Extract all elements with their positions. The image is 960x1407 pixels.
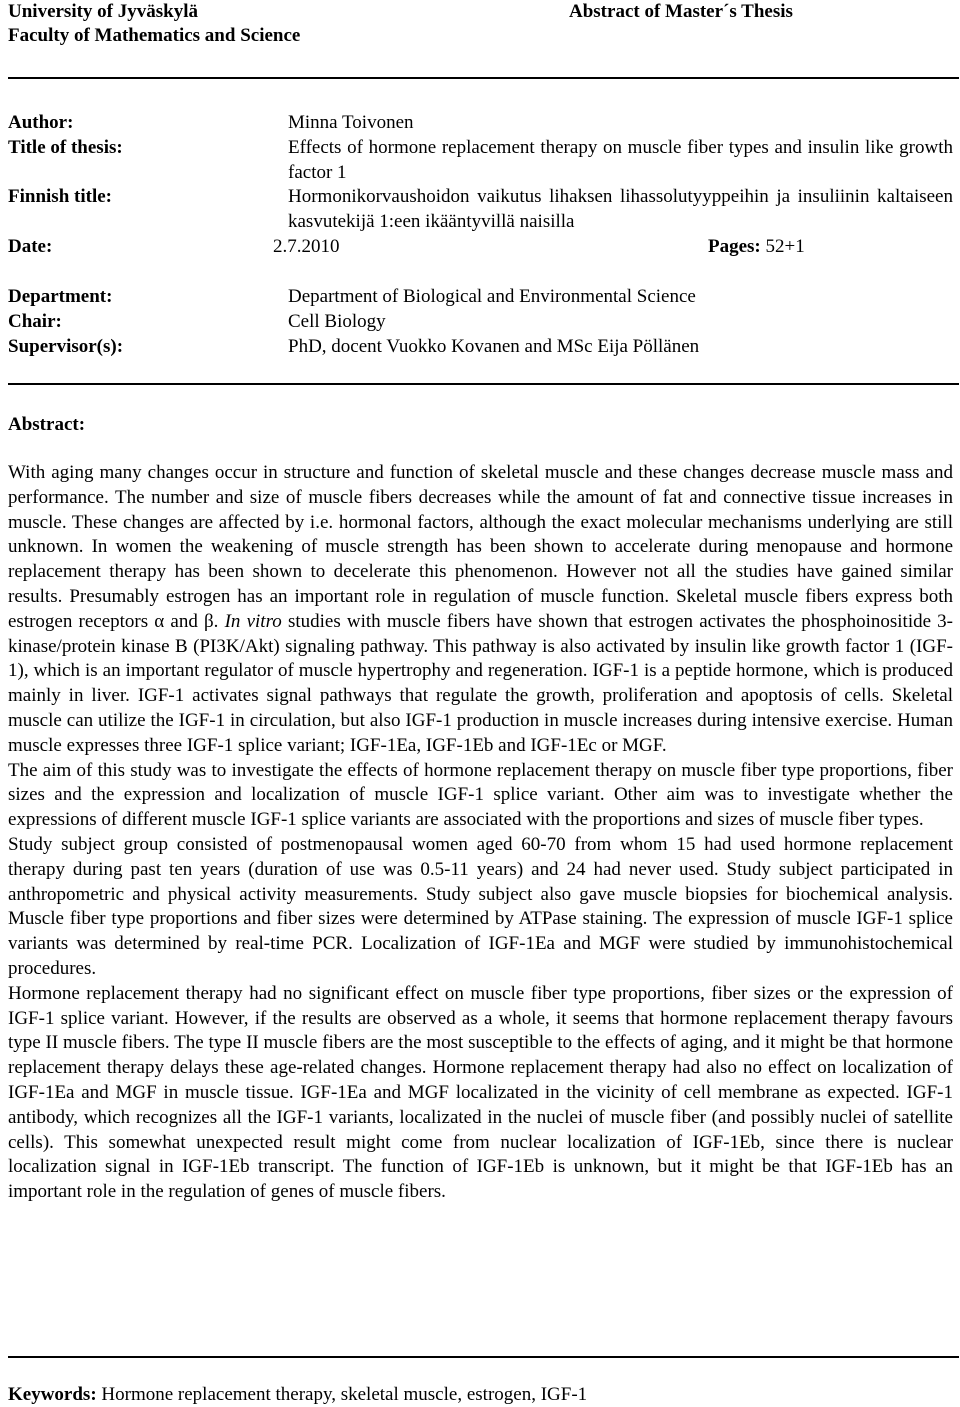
pages-field [708,234,805,259]
abstract-p1-part-b: studies with muscle fibers have shown that estrogen activates the phosphoinositide 3-kinase/protein kinase B (PI3K/Akt) signaling pathway. This pathway is also activated by insulin like growth factor 1 (IGF-1), which is an important regulator of muscle hypertrophy and regeneration. IGF-1 is a peptide hormone, which is produced mainly in liver. IGF-1 activates signal pathways that regulate the growth, proliferation and apoptosis of cells. Skeletal muscle can utilize the IGF-1 in circulation, but also IGF-1 production in muscle increases during intensive exercise. Human muscle expresses three IGF-1 splice variant; IGF-1Ea, IGF-1Eb and IGF-1Ec or MGF. [8,610,954,756]
finnish-title-label: Finnish title: [8,186,112,207]
title-label: Title of thesis: [8,137,123,158]
abstract-paragraph-2: The aim of this study was to investigate the effects of hormone replacement therapy on muscle fiber type proportions, fiber sizes and the expression and localization of muscle IGF-1 splice variant. Other aim was to investigate whether the expressions of different muscle IGF-1 splice variants are associated with the proportions and sizes of muscle fiber types. [8,759,953,831]
author-label: Author: [8,112,74,133]
header-divider [8,77,959,79]
chair-value: Cell Biology [288,311,386,332]
abstract-paragraph-1 [8,461,953,759]
meta-divider [8,383,959,385]
keywords-value: Hormone replacement therapy, skeletal muscle, estrogen, IGF-1 [101,1384,588,1405]
abstract-paragraph-4: Hormone replacement therapy had no significant effect on muscle fiber type proportions, fiber sizes or the expression of IGF-1 splice variant. However, if the results are observed as a whole, it seems that hormone replacement therapy favours type II muscle fibers. The type II muscle fibers are the most susceptible to the effects of aging, and it might be that hormone replacement therapy delays these age-related changes. Hormone replacement therapy had also no effect on localization of IGF-1Ea and MGF in muscle tissue. IGF-1Ea and MGF localizated in the vicinity of cell membrane as expected. IGF-1 antibody, which recognizes all the IGF-1 variants, localizated in the nuclei of muscle fiber (and possibly nuclei of satellite cells). This somewhat unexpected result might come from nuclear localization of IGF-1Eb, since there is nuclear localization signal in IGF-1Eb transcript. The function of IGF-1Eb is unknown, but it might be that IGF-1Eb has an important role in the regulation of genes of muscle fibers. [8,982,953,1203]
title-value: Effects of hormone replacement therapy on muscle fiber types and insulin like growth factor 1 [288,137,953,183]
supervisor-value: PhD, docent Vuokko Kovanen and MSc Eija Pöllänen [288,336,700,357]
pages-value: 52+1 [765,236,805,257]
department-value: Department of Biological and Environmental Science [288,286,696,307]
abstract-body [8,461,953,1205]
keywords-line [8,1382,587,1407]
document-type: Abstract of Master´s Thesis [569,1,793,22]
abstract-p1-part-a: With aging many changes occur in structure and function of skeletal muscle and these changes decrease muscle mass and performance. The number and size of muscle fibers decreases while the amount of fat and connective tissue increases in muscle. These changes are affected by i.e. hormonal factors, although the exact molecular mechanisms underlying are still unknown. In women the weakening of muscle strength has been shown to accelerate during menopause and hormone replacement therapy has been shown to decelerate this phenomenon. However not all the studies have gained similar results. Presumably estrogen has an important role in regulation of muscle function. Skeletal muscle fibers express both estrogen receptors α and β. [8,462,953,632]
supervisor-label: Supervisor(s): [8,336,124,357]
abstract-paragraph-3: Study subject group consisted of postmenopausal women aged 60-70 from whom 15 had used hormone replacement therapy during past ten years (duration of use was 0.5-11 years) and 24 had never used. Study subject participated in anthropometric and physical activity measurements. Study subject also gave muscle biopsies for biochemical analysis. Muscle fiber type proportions and fiber sizes were determined by ATPase staining. The expression of muscle IGF-1 splice variants was determined by real-time PCR. Localization of IGF-1Ea and MGF were studied by immunohistochemical procedures. [8,833,953,979]
keywords-label: Keywords: [8,1384,97,1405]
university-name: University of Jyväskylä [8,1,198,22]
abstract-divider [8,1356,959,1358]
finnish-title-value: Hormonikorvaushoidon vaikutus lihaksen lihassolutyyppeihin ja insuliinin kaltaiseen kasvutekijä 1:een ikääntyvillä naisilla [288,186,953,232]
author-value: Minna Toivonen [288,112,414,133]
abstract-heading: Abstract: [8,414,86,435]
pages-label: Pages: [708,236,761,257]
university-header [8,0,300,48]
date-label: Date: [8,236,53,257]
faculty-name: Faculty of Mathematics and Science [8,25,301,46]
chair-label: Chair: [8,311,62,332]
abstract-p1-italic: In vitro [224,610,282,632]
department-label: Department: [8,286,113,307]
date-value: 2.7.2010 [273,236,340,257]
